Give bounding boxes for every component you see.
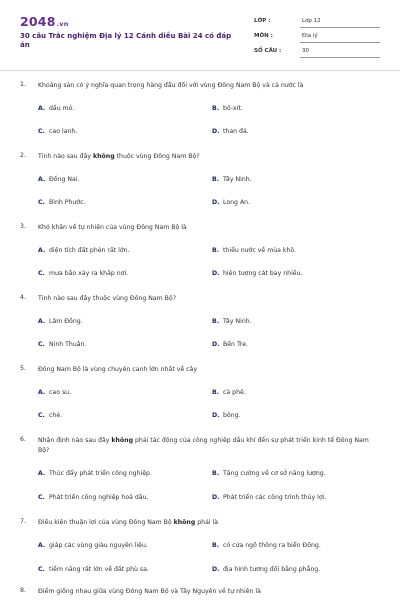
meta-count-value: 30 — [302, 48, 309, 54]
option-letter: B. — [212, 318, 220, 325]
question-text: Nhận định nào sau đây không phải tác động của công nghiệp dầu khí đến sự phát triển kinh tế Đông Nam Bộ? — [38, 437, 369, 454]
option-text: Ninh Thuận. — [49, 341, 87, 348]
option-c[interactable] — [38, 270, 128, 277]
option-b[interactable] — [212, 105, 243, 112]
option-text: bông. — [223, 412, 241, 419]
option-letter: A. — [38, 105, 46, 112]
option-c[interactable] — [38, 494, 149, 501]
option-letter: D. — [212, 494, 220, 501]
question-text: Điểm giống nhau giữa vùng Đông Nam Bộ và Tây Nguyên về tự nhiên là — [38, 588, 261, 595]
option-text: Thúc đẩy phát triển công nghiệp. — [49, 470, 152, 477]
option-text: Tây Ninh. — [223, 176, 252, 183]
option-letter: B. — [212, 389, 220, 396]
option-letter: C. — [38, 128, 45, 135]
option-a[interactable] — [38, 247, 130, 254]
meta-info — [254, 16, 380, 61]
question-number: 3. — [20, 223, 26, 230]
option-letter: B. — [212, 105, 220, 112]
option-a[interactable] — [38, 470, 152, 477]
option-letter: C. — [38, 341, 45, 348]
option-text: cao su. — [49, 389, 72, 396]
option-letter: B. — [212, 176, 220, 183]
option-text: chè. — [49, 412, 63, 419]
option-text: giáp các vùng giàu nguyên liệu. — [49, 542, 148, 549]
option-text: Lâm Đồng. — [49, 318, 83, 325]
option-text: địa hình tương đối bằng phẳng. — [223, 566, 321, 573]
question-text: Điều kiện thuận lợi của vùng Đông Nam Bộ không phải là — [38, 519, 219, 526]
option-c[interactable] — [38, 566, 149, 573]
option-b[interactable] — [212, 318, 252, 325]
option-letter: A. — [38, 389, 46, 396]
option-text: cà phê. — [223, 389, 246, 396]
site-logo[interactable] — [20, 14, 69, 29]
option-c[interactable] — [38, 341, 86, 348]
option-text: Tây Ninh. — [223, 318, 252, 325]
option-d[interactable] — [212, 412, 241, 419]
option-text: Bình Phước. — [49, 199, 86, 206]
option-a[interactable] — [38, 542, 148, 549]
question-number: 4. — [20, 294, 26, 301]
question-text: Khó khăn về tự nhiên của vùng Đông Nam Bộ là — [38, 224, 187, 231]
meta-divider — [300, 27, 380, 28]
option-text: Đồng Nai. — [49, 176, 80, 183]
option-text: diện tích đất phèn rất lớn. — [49, 247, 130, 254]
meta-subject-row — [254, 31, 380, 46]
option-d[interactable] — [212, 199, 250, 206]
option-letter: A. — [38, 318, 46, 325]
option-letter: C. — [38, 270, 45, 277]
option-text: có cửa ngõ thông ra biển Đông. — [223, 542, 321, 549]
option-a[interactable] — [38, 105, 74, 112]
option-c[interactable] — [38, 128, 77, 135]
option-letter: A. — [38, 176, 46, 183]
meta-divider — [300, 57, 380, 58]
header-divider — [0, 70, 400, 71]
option-text: Bến Tre. — [223, 341, 248, 348]
question-number: 2. — [20, 152, 26, 159]
meta-class-row — [254, 16, 380, 31]
option-text: than đá. — [223, 128, 249, 135]
option-text: hiện tượng cát bay nhiều. — [223, 270, 303, 277]
emphasis-text: không — [93, 153, 115, 160]
option-a[interactable] — [38, 176, 80, 183]
question-text: Tỉnh nào sau đây thuộc vùng Đông Nam Bộ? — [38, 295, 176, 302]
document-title: 30 câu Trắc nghiệm Địa lý 12 Cánh diều Bài 24 có đáp án — [20, 32, 232, 49]
meta-class-value: Lớp 12 — [302, 18, 321, 24]
question-number: 6. — [20, 436, 26, 443]
option-b[interactable] — [212, 247, 296, 254]
option-b[interactable] — [212, 389, 246, 396]
option-d[interactable] — [212, 128, 249, 135]
option-c[interactable] — [38, 199, 86, 206]
option-text: tiềm năng rất lớn về đất phù sa. — [49, 566, 149, 573]
option-letter: C. — [38, 199, 45, 206]
emphasis-text: không — [173, 519, 196, 526]
question-number: 8. — [20, 587, 26, 594]
logo-main: 2048 — [20, 14, 56, 29]
option-text: bô-xít. — [223, 105, 243, 112]
option-letter: D. — [212, 270, 220, 277]
option-letter: B. — [212, 542, 220, 549]
option-a[interactable] — [38, 389, 71, 396]
meta-subject-label: MÔN : — [254, 33, 273, 39]
option-letter: D. — [212, 566, 220, 573]
option-letter: D. — [212, 128, 220, 135]
option-text: Phát triển công nghiệp hoá dầu. — [49, 494, 149, 501]
meta-count-label: SỐ CÂU : — [254, 48, 282, 54]
question-number: 5. — [20, 365, 26, 372]
option-letter: A. — [38, 247, 46, 254]
question-text: Khoáng sản có ý nghĩa quan trọng hàng đầu đối với vùng Đông Nam Bộ và cả nước là — [38, 82, 304, 89]
meta-subject-value: Địa lý — [302, 33, 318, 39]
option-b[interactable] — [212, 176, 252, 183]
option-letter: C. — [38, 494, 45, 501]
meta-class-label: LỚP : — [254, 18, 271, 24]
option-letter: C. — [38, 566, 45, 573]
option-text: thiếu nước về mùa khô. — [223, 247, 297, 254]
question-text: Tỉnh nào sau đây không thuộc vùng Đông Nam Bộ? — [38, 153, 200, 160]
option-letter: C. — [38, 412, 45, 419]
option-text: Tăng cường về cơ sở năng lượng. — [223, 470, 326, 477]
option-b[interactable] — [212, 470, 326, 477]
option-letter: B. — [212, 247, 220, 254]
question-text: Đông Nam Bộ là vùng chuyên canh lớn nhất về cây — [38, 366, 198, 373]
option-text: mưa bão xảy ra khắp nơi. — [49, 270, 129, 277]
option-text: cao lanh. — [49, 128, 78, 135]
option-b[interactable] — [212, 542, 321, 549]
document-header — [20, 14, 380, 62]
option-text: Long An. — [223, 199, 251, 206]
option-letter: D. — [212, 199, 220, 206]
meta-count-row — [254, 46, 380, 61]
meta-divider — [300, 42, 380, 43]
option-letter: B. — [212, 470, 220, 477]
option-letter: A. — [38, 470, 46, 477]
option-letter: D. — [212, 412, 220, 419]
option-d[interactable] — [212, 341, 248, 348]
question-number: 7. — [20, 518, 26, 525]
logo-suffix: .vn — [56, 20, 69, 28]
option-text: dầu mỏ. — [49, 105, 75, 112]
option-d[interactable] — [212, 494, 326, 501]
option-d[interactable] — [212, 566, 320, 573]
option-d[interactable] — [212, 270, 302, 277]
question-number: 1. — [20, 81, 26, 88]
emphasis-text: không — [111, 437, 134, 444]
option-letter: D. — [212, 341, 220, 348]
option-a[interactable] — [38, 318, 83, 325]
option-c[interactable] — [38, 412, 62, 419]
option-text: Phát triển các công trình thủy lợi. — [223, 494, 327, 501]
option-letter: A. — [38, 542, 46, 549]
